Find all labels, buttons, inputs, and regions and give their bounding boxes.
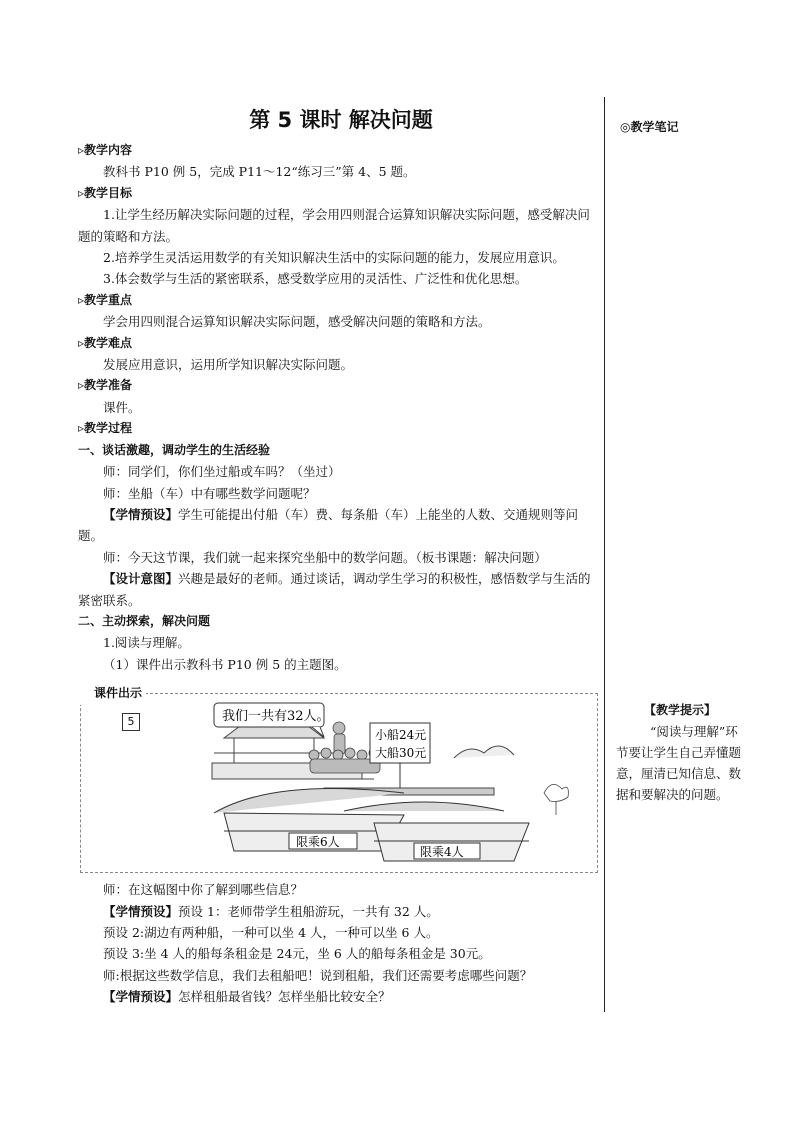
intent-tag: 【设计意图】 (103, 571, 179, 587)
preset-text-2: 预设 1：老师带学生租船游玩，一共有 32 人。 (178, 903, 439, 919)
sign-small-boat: 小船24元 (375, 728, 427, 743)
preset-tag: 【学情预设】 (103, 506, 179, 522)
part2-heading: 二、主动探索，解决问题 (78, 613, 211, 628)
courseware-tag: 课件出示 (74, 683, 146, 704)
key-points-text: 学会用四则混合运算知识解决实际问题，感受解决问题的策略和方法。 (103, 314, 491, 330)
preparation-heading: ▹教学准备 (78, 378, 133, 393)
preset-tag-2: 【学情预设】 (103, 903, 179, 919)
goal-2: 2.培养学生灵活运用数学的有关知识解决生活中的实际问题的能力，发展应用意识。 (103, 250, 565, 266)
after-line3: 预设 2:湖边有两种船，一种可以坐 4 人，一种可以坐 6 人。 (103, 924, 439, 940)
key-points-heading: ▹教学重点 (78, 292, 133, 307)
part2-step2: （1）课件出示教科书 P10 例 5 的主题图。 (103, 656, 347, 672)
part1-line1: 师：同学们，你们坐过船或车吗？（坐过） (103, 464, 341, 480)
intent-text: 兴趣是最好的老师。通过谈话，调动学生学习的积极性，感悟数学与生活的紧密联系。 (78, 571, 591, 608)
teaching-goals-heading: ▹教学目标 (78, 185, 133, 200)
teaching-notes-heading: ◎教学笔记 (620, 120, 679, 134)
teaching-content-text: 教科书 P10 例 5，完成 P11～12“练习三”第 4、5 题。 (103, 164, 416, 180)
page-title: 第 5 课时 解决问题 (249, 108, 433, 132)
courseware-figure (74, 683, 596, 873)
goal-3: 3.体会数学与生活的紧密联系，感受数学应用的灵活性、广泛性和优化思想。 (103, 271, 528, 287)
teaching-tip-body: “阅读与理解”环节要让学生自己弄懂题意，厘清已知信息、数据和要解决的问题。 (616, 724, 742, 802)
part1-line5 (78, 568, 598, 611)
boat-left-label: 限乘6人 (296, 835, 340, 850)
part2-step1: 1.阅读与理解。 (103, 635, 190, 651)
boat-scene-illustration (74, 683, 596, 873)
process-heading: ▹教学过程 (78, 421, 133, 436)
teaching-tip (616, 700, 744, 805)
part1-heading: 一、谈话激趣，调动学生的生活经验 (78, 442, 271, 457)
after-line2 (78, 901, 598, 922)
after-line1: 师：在这幅图中你了解到哪些信息？ (103, 882, 304, 898)
part1-line4: 师：今天这节课，我们就一起来探究坐船中的数学问题。（板书课题：解决问题） (103, 549, 547, 565)
preset-text-3: 怎样租船最省钱？怎样坐船比较安全？ (178, 989, 391, 1005)
teaching-tip-heading: 【教学提示】 (643, 703, 716, 717)
difficulty-heading: ▹教学难点 (78, 335, 133, 350)
goal-1: 1.让学生经历解决实际问题的过程，学会用四则混合运算知识解决实际问题，感受解决问题的策略和方法。 (78, 207, 590, 244)
part1-line3 (78, 504, 598, 547)
example-number: 5 (122, 713, 140, 731)
after-line6 (78, 986, 598, 1007)
after-line4: 预设 3:坐 4 人的船每条租金是 24元，坐 6 人的船每条租金是 30元。 (103, 946, 491, 962)
preset-text: 学生可能提出付船（车）费、每条船（车）上能坐的人数、交通规则等问题。 (78, 506, 579, 544)
after-line5: 师:根据这些数学信息，我们去租船吧！说到租船，我们还需要考虑哪些问题？ (103, 967, 533, 983)
preparation-text: 课件。 (103, 399, 141, 415)
difficulty-text: 发展应用意识，运用所学知识解决实际问题。 (103, 357, 354, 373)
preset-tag-3: 【学情预设】 (103, 989, 179, 1005)
column-divider (604, 97, 605, 1012)
teaching-content-heading: ▹教学内容 (78, 143, 133, 157)
speech-bubble-text: 我们一共有32人。 (222, 709, 330, 725)
main-content (78, 140, 598, 1008)
sign-big-boat: 大船30元 (375, 746, 427, 761)
boat-right-label: 限乘4人 (420, 845, 464, 860)
part1-line2: 师：坐船（车）中有哪些数学问题呢？ (103, 485, 316, 501)
